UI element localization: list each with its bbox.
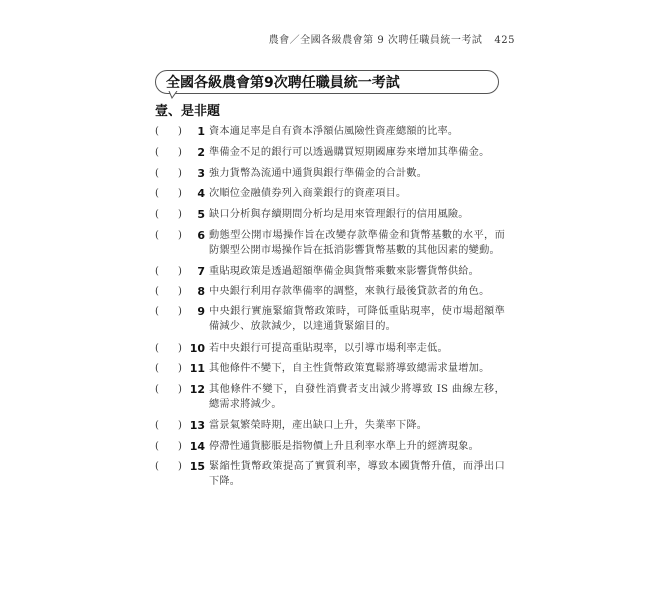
- question-number: 2: [197, 146, 205, 159]
- question-text: 中央銀行實施緊縮貨幣政策時，可降低重貼現率，使市場超額準備減少、放款減少，以達通貨緊縮目的。: [209, 306, 505, 332]
- question-text: 資本適足率是自有資本淨額佔風險性資產總額的比率。: [209, 126, 459, 137]
- question-number: 15: [189, 460, 205, 473]
- exam-title: 全國各級農會第9次聘任職員統一考試: [166, 75, 400, 91]
- answer-blank[interactable]: ( ): [155, 306, 182, 317]
- question-text: 準備金不足的銀行可以透過購買短期國庫券來增加其準備金。: [209, 147, 490, 158]
- question-number: 8: [197, 285, 205, 298]
- question-text: 其他條件不變下，自發性消費者支出減少將導致 IS 曲線左移，總需求將減少。: [209, 384, 505, 410]
- question-text: 若中央銀行可提高重貼現率，以引導市場利率走低。: [209, 343, 448, 354]
- question-item: [155, 304, 505, 344]
- question-number: 1: [197, 125, 205, 138]
- question-item: [155, 382, 505, 422]
- answer-blank[interactable]: ( ): [155, 461, 182, 472]
- question-number: 4: [197, 187, 205, 200]
- answer-blank[interactable]: ( ): [155, 147, 182, 158]
- question-text: 強力貨幣為流通中通貨與銀行準備金的合計數。: [209, 168, 428, 179]
- answer-blank[interactable]: ( ): [155, 209, 182, 220]
- answer-blank[interactable]: ( ): [155, 384, 182, 395]
- question-text: 中央銀行利用存款準備率的調整，來執行最後貸款者的角色。: [209, 286, 490, 297]
- answer-blank[interactable]: ( ): [155, 266, 182, 277]
- title-box-tail: [168, 91, 180, 99]
- answer-blank[interactable]: ( ): [155, 343, 182, 354]
- question-number: 7: [197, 265, 205, 278]
- question-number: 5: [197, 208, 205, 221]
- question-text: 當景氣繁榮時期，產出缺口上升，失業率下降。: [209, 420, 428, 431]
- question-number: 3: [197, 167, 205, 180]
- question-text: 緊縮性貨幣政策提高了實質利率，導致本國貨幣升值，而淨出口下降。: [209, 461, 505, 487]
- answer-blank[interactable]: ( ): [155, 168, 182, 179]
- question-text: 動態型公開市場操作旨在改變存款準備金和貨幣基數的水平，而防禦型公開市場操作旨在抵消影響貨幣基數的其他因素的變動。: [209, 230, 505, 256]
- question-text: 其他條件不變下，自主性貨幣政策寬鬆將導致總需求量增加。: [209, 363, 490, 374]
- answer-blank[interactable]: ( ): [155, 230, 182, 241]
- answer-blank[interactable]: ( ): [155, 286, 182, 297]
- question-number: 11: [189, 362, 205, 375]
- question-number: 6: [197, 229, 205, 242]
- question-number: 9: [197, 305, 205, 318]
- question-text: 重貼現政策是透過超額準備金與貨幣乘數來影響貨幣供給。: [209, 266, 480, 277]
- question-text: 停滯性通貨膨脹是指物價上升且利率水準上升的經濟現象。: [209, 441, 480, 452]
- exam-title-box: [155, 70, 499, 94]
- running-header: [269, 31, 515, 46]
- running-header-text: 農會／全國各級農會第 9 次聘任職員統一考試: [268, 35, 483, 46]
- question-number: 12: [189, 383, 205, 396]
- section-heading: 壹、是非題: [155, 104, 221, 119]
- question-number: 10: [189, 342, 205, 355]
- question-text: 缺口分析與存續期間分析均是用來管理銀行的信用風險。: [209, 209, 469, 220]
- question-text: 次順位金融債券列入商業銀行的資產項目。: [209, 188, 407, 199]
- answer-blank[interactable]: ( ): [155, 188, 182, 199]
- question-number: 13: [189, 419, 205, 432]
- question-number: 14: [189, 440, 205, 453]
- answer-blank[interactable]: ( ): [155, 441, 182, 452]
- question-item: [155, 459, 505, 499]
- answer-blank[interactable]: ( ): [155, 363, 182, 374]
- answer-blank[interactable]: ( ): [155, 126, 182, 137]
- page-number: 425: [494, 35, 515, 46]
- answer-blank[interactable]: ( ): [155, 420, 182, 431]
- question-item: [155, 228, 505, 268]
